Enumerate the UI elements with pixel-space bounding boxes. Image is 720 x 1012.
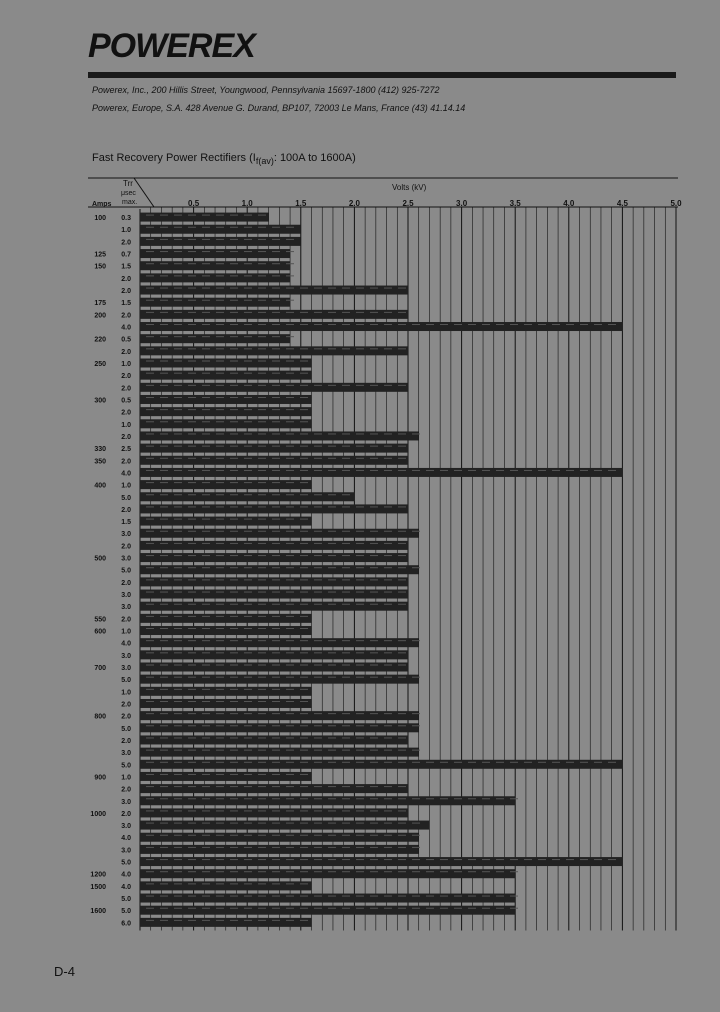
trr-label: 2.0 bbox=[121, 348, 131, 356]
voltage-bar bbox=[140, 261, 290, 270]
voltage-bar bbox=[140, 359, 312, 368]
amps-label: 900 bbox=[94, 774, 106, 782]
trr-label: 4.0 bbox=[121, 883, 131, 891]
trr-label: 1.0 bbox=[121, 421, 131, 429]
voltage-bar bbox=[140, 894, 515, 903]
voltage-bar bbox=[140, 869, 515, 878]
trr-label: 3.0 bbox=[121, 665, 131, 672]
trr-label: 0.3 bbox=[121, 215, 131, 223]
voltage-bar bbox=[140, 772, 312, 781]
trr-label: 0.5 bbox=[121, 397, 131, 405]
voltage-bar bbox=[140, 626, 312, 635]
trr-label: 5.0 bbox=[121, 494, 131, 502]
voltage-bar bbox=[140, 298, 290, 307]
trr-label: 2.0 bbox=[121, 458, 131, 466]
trr-label: 2.0 bbox=[121, 288, 131, 296]
voltage-bar bbox=[140, 419, 312, 428]
voltage-bar bbox=[140, 857, 622, 866]
amps-label: 200 bbox=[94, 312, 106, 320]
voltage-bar bbox=[140, 918, 312, 927]
voltage-bar bbox=[140, 711, 419, 720]
trr-label: 2.0 bbox=[121, 239, 131, 247]
voltage-bar bbox=[140, 371, 312, 380]
amps-label: 220 bbox=[94, 336, 106, 344]
trr-label: 2.5 bbox=[121, 446, 131, 454]
trr-label: 1.5 bbox=[121, 300, 131, 308]
voltage-bar bbox=[140, 906, 515, 915]
trr-label: 1.5 bbox=[121, 263, 131, 271]
voltage-bar bbox=[140, 395, 312, 404]
amps-label: 500 bbox=[94, 555, 106, 563]
amps-label: 600 bbox=[94, 628, 106, 636]
voltage-bar bbox=[140, 590, 408, 599]
amps-label: 330 bbox=[94, 446, 106, 454]
voltage-bar bbox=[140, 796, 515, 805]
amps-label: 100 bbox=[94, 215, 106, 223]
amps-label: 800 bbox=[94, 713, 106, 721]
trr-label: 5.0 bbox=[121, 896, 131, 904]
trr-heading: Trr bbox=[123, 179, 133, 188]
voltage-bar bbox=[140, 821, 429, 830]
voltage-bar bbox=[140, 237, 301, 246]
trr-label: 2.0 bbox=[121, 737, 131, 745]
x-tick-label: 5.0 bbox=[670, 199, 682, 208]
trr-label: 4.0 bbox=[121, 871, 131, 879]
trr-label: 3.0 bbox=[121, 750, 131, 758]
voltage-bar bbox=[140, 529, 419, 538]
trr-label: 5.0 bbox=[121, 762, 131, 770]
trr-label: 2.0 bbox=[121, 543, 131, 551]
trr-label: 1.0 bbox=[121, 482, 131, 490]
amps-label: 700 bbox=[94, 665, 106, 672]
trr-label: 4.0 bbox=[121, 470, 131, 478]
trr-label: 0.5 bbox=[121, 336, 131, 344]
voltage-bar bbox=[140, 833, 419, 842]
amps-label: 150 bbox=[94, 263, 106, 271]
x-axis-label: Volts (kV) bbox=[392, 183, 427, 192]
voltage-bar bbox=[140, 565, 419, 574]
voltage-bar bbox=[140, 760, 622, 769]
voltage-bar bbox=[140, 881, 312, 890]
voltage-bar bbox=[140, 492, 354, 501]
amps-label: 1500 bbox=[90, 883, 106, 891]
trr-label: 3.0 bbox=[121, 592, 131, 600]
trr-label: 5.0 bbox=[121, 859, 131, 867]
amps-heading: Amps bbox=[92, 201, 112, 208]
voltage-bar bbox=[140, 286, 408, 295]
voltage-bar bbox=[140, 577, 408, 586]
trr-label: 2.0 bbox=[121, 433, 131, 441]
title-subscript: f(av) bbox=[255, 156, 274, 167]
x-tick-label: 1.0 bbox=[241, 199, 253, 208]
trr-label: 2.0 bbox=[121, 275, 131, 283]
trr-label: 0.7 bbox=[121, 251, 131, 259]
voltage-bar bbox=[140, 614, 312, 623]
voltage-bar bbox=[140, 383, 408, 392]
amps-label: 1600 bbox=[90, 908, 106, 916]
trr-label: 3.0 bbox=[121, 604, 131, 612]
voltage-bar bbox=[140, 735, 408, 744]
voltage-bar bbox=[140, 675, 419, 684]
voltage-bar bbox=[140, 699, 312, 708]
x-tick-label: 2.0 bbox=[348, 199, 360, 208]
trr-label: 2.0 bbox=[121, 713, 131, 721]
amps-label: 125 bbox=[94, 251, 106, 259]
trr-label: 3.0 bbox=[121, 847, 131, 855]
voltage-bar bbox=[140, 480, 312, 489]
title-suffix: : 100A to 1600A) bbox=[273, 152, 356, 164]
trr-label: 1.0 bbox=[121, 689, 131, 697]
amps-label: 400 bbox=[94, 482, 106, 490]
x-tick-label: 3.0 bbox=[456, 199, 468, 208]
voltage-bar bbox=[140, 431, 419, 440]
voltage-bar bbox=[140, 407, 312, 416]
trr-label: 5.0 bbox=[121, 567, 131, 575]
voltage-bar bbox=[140, 504, 408, 513]
trr-label: 1.5 bbox=[121, 519, 131, 527]
voltage-bar bbox=[140, 723, 419, 732]
trr-label: 2.0 bbox=[121, 385, 131, 393]
amps-label: 350 bbox=[94, 458, 106, 466]
x-tick-label: 0.5 bbox=[188, 199, 200, 208]
trr-label: 4.0 bbox=[121, 324, 131, 332]
trr-label: 2.0 bbox=[121, 373, 131, 381]
trr-label: 4.0 bbox=[121, 640, 131, 648]
x-tick-label: 4.0 bbox=[563, 199, 575, 208]
amps-label: 1000 bbox=[90, 810, 106, 818]
trr-label: 2.0 bbox=[121, 701, 131, 709]
voltage-bar bbox=[140, 334, 290, 343]
voltage-bar bbox=[140, 784, 408, 793]
amps-label: 175 bbox=[94, 300, 106, 308]
voltage-bar bbox=[140, 748, 419, 757]
trr-label: 5.0 bbox=[121, 725, 131, 733]
voltage-bar bbox=[140, 808, 408, 817]
trr-label: 5.0 bbox=[121, 908, 131, 916]
x-tick-label: 4.5 bbox=[616, 199, 628, 208]
voltage-bar bbox=[140, 249, 290, 258]
page-label: D-4 bbox=[54, 964, 75, 979]
trr-label: 6.0 bbox=[121, 920, 131, 928]
trr-label: 3.0 bbox=[121, 555, 131, 563]
voltage-bar bbox=[140, 322, 622, 331]
voltage-bar bbox=[140, 638, 419, 647]
amps-label: 550 bbox=[94, 616, 106, 624]
voltage-bar bbox=[140, 310, 408, 319]
trr-label: 1.0 bbox=[121, 361, 131, 368]
voltage-bar bbox=[140, 687, 312, 696]
voltage-bar bbox=[140, 553, 408, 562]
voltage-bar bbox=[140, 845, 419, 854]
voltage-bar bbox=[140, 541, 408, 550]
trr-label: 2.0 bbox=[121, 579, 131, 587]
voltage-bar bbox=[140, 273, 290, 282]
amps-label: 250 bbox=[94, 361, 106, 368]
voltage-bar bbox=[140, 225, 301, 234]
trr-label: 2.0 bbox=[121, 810, 131, 818]
trr-label: 5.0 bbox=[121, 677, 131, 685]
trr-label: 2.0 bbox=[121, 506, 131, 514]
trr-label: 2.0 bbox=[121, 616, 131, 624]
voltage-bar bbox=[140, 213, 269, 222]
powerex-logo: POWEREX bbox=[88, 27, 255, 65]
x-tick-label: 2.5 bbox=[402, 199, 414, 208]
voltage-bar bbox=[140, 444, 408, 453]
x-tick-label: 1.5 bbox=[295, 199, 307, 208]
amps-label: 1200 bbox=[90, 871, 106, 879]
trr-unit-max: max. bbox=[122, 199, 138, 206]
voltage-bar bbox=[140, 517, 312, 526]
voltage-bar bbox=[140, 650, 408, 659]
voltage-bar bbox=[140, 456, 408, 465]
trr-label: 1.0 bbox=[121, 774, 131, 782]
trr-label: 2.0 bbox=[121, 312, 131, 320]
trr-label: 3.0 bbox=[121, 652, 131, 660]
amps-label: 300 bbox=[94, 397, 106, 405]
voltage-bar bbox=[140, 663, 408, 672]
voltage-bar bbox=[140, 602, 408, 611]
address-europe: Powerex, Europe, S.A. 428 Avenue G. Durand, BP107, 72003 Le Mans, France (43) 41.14.14 bbox=[92, 103, 466, 113]
trr-label: 1.0 bbox=[121, 628, 131, 636]
voltage-bar bbox=[140, 468, 622, 477]
trr-label: 2.0 bbox=[121, 786, 131, 794]
voltage-bar bbox=[140, 346, 408, 355]
address-us: Powerex, Inc., 200 Hillis Street, Youngwood, Pennsylvania 15697-1800 (412) 925-7272 bbox=[92, 85, 440, 95]
title-prefix: Fast Recovery Power Rectifiers (I bbox=[92, 152, 256, 164]
trr-label: 3.0 bbox=[121, 798, 131, 806]
trr-label: 4.0 bbox=[121, 835, 131, 843]
trr-label: 3.0 bbox=[121, 823, 131, 831]
trr-label: 1.0 bbox=[121, 227, 131, 235]
x-tick-label: 3.5 bbox=[509, 199, 521, 208]
trr-unit-usec: μsec bbox=[121, 190, 136, 197]
trr-label: 3.0 bbox=[121, 531, 131, 539]
trr-label: 2.0 bbox=[121, 409, 131, 417]
